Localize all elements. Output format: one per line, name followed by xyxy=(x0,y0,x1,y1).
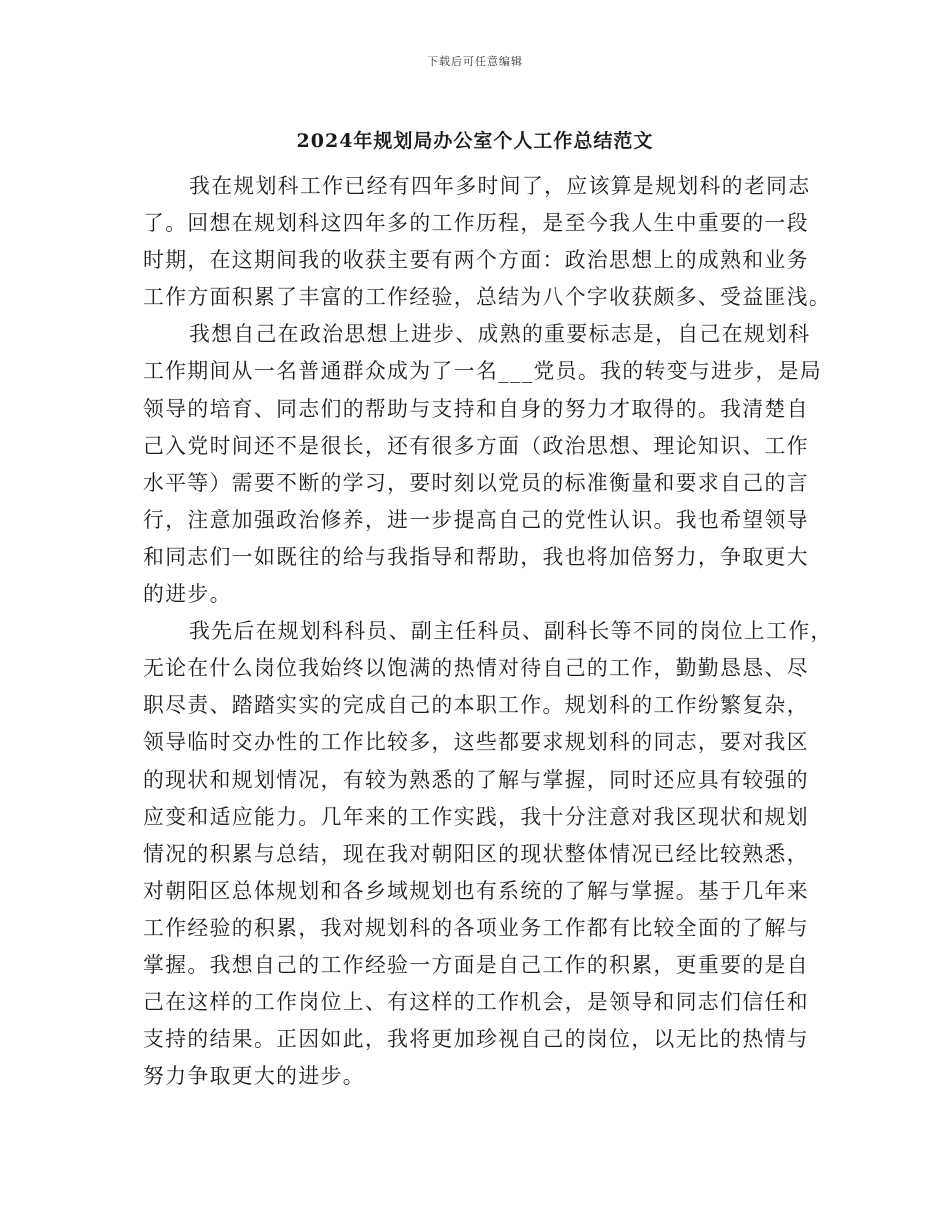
paragraph-line: 的现状和规划情况，有较为熟悉的了解与掌握，同时还应具有较强的 xyxy=(143,767,809,792)
paragraph-line: 无论在什么岗位我始终以饱满的热情对待自己的工作，勤勤恳恳、尽 xyxy=(143,656,809,681)
paragraph-line: 和同志们一如既往的给与我指导和帮助，我也将加倍努力，争取更大 xyxy=(143,544,809,569)
paragraph-line: 领导临时交办性的工作比较多，这些都要求规划科的同志，要对我区 xyxy=(143,730,809,755)
paragraph-first-line: 我先后在规划科科员、副主任科员、副科长等不同的岗位上工作， xyxy=(189,619,833,644)
paragraph-line: 情况的积累与总结，现在我对朝阳区的现状整体情况已经比较熟悉， xyxy=(143,841,809,866)
paragraph-line: 了。回想在规划科这四年多的工作历程，是至今我人生中重要的一段 xyxy=(143,211,809,236)
paragraph-line: 水平等）需要不断的学习，要时刻以党员的标准衡量和要求自己的言 xyxy=(143,470,809,495)
paragraph-line: 领导的培育、同志们的帮助与支持和自身的努力才取得的。我清楚自 xyxy=(143,396,809,421)
paragraph-line: 努力争取更大的进步。 xyxy=(143,1064,365,1089)
paragraph-line: 对朝阳区总体规划和各乡域规划也有系统的了解与掌握。基于几年来 xyxy=(143,878,809,903)
document-title: 2024年规划局办公室个人工作总结范文 xyxy=(296,130,654,152)
paragraph-first-line: 我想自己在政治思想上进步、成熟的重要标志是，自己在规划科 xyxy=(189,322,811,347)
paragraph-line: 支持的结果。正因如此，我将更加珍视自己的岗位，以无比的热情与 xyxy=(143,1027,809,1052)
header-note: 下载后可任意编辑 xyxy=(427,55,523,68)
paragraph-line: 工作经验的积累，我对规划科的各项业务工作都有比较全面的了解与 xyxy=(143,915,809,940)
document-body xyxy=(143,168,833,1095)
paragraph-first-line: 我在规划科工作已经有四年多时间了，应该算是规划科的老同志 xyxy=(189,174,811,198)
paragraph-line: 的进步。 xyxy=(143,582,232,607)
paragraph-line: 行，注意加强政治修养，进一步提高自己的党性认识。我也希望领导 xyxy=(143,507,809,532)
paragraph-line: 己入党时间还不是很长，还有很多方面（政治思想、理论知识、工作 xyxy=(143,433,809,458)
paragraph-line: 工作期间从一名普通群众成为了一名___党员。我的转变与进步，是局 xyxy=(143,359,823,384)
paragraph-line: 掌握。我想自己的工作经验一方面是自己工作的积累，更重要的是自 xyxy=(143,952,809,977)
paragraph-line: 职尽责、踏踏实实的完成自己的本职工作。规划科的工作纷繁复杂， xyxy=(143,693,809,718)
paragraph-line: 应变和适应能力。几年来的工作实践，我十分注意对我区现状和规划 xyxy=(143,804,809,829)
paragraph-line: 己在这样的工作岗位上、有这样的工作机会，是领导和同志们信任和 xyxy=(143,990,809,1015)
paragraph-line: 工作方面积累了丰富的工作经验，总结为八个字收获颇多、受益匪浅。 xyxy=(143,285,832,310)
paragraph-line: 时期，在这期间我的收获主要有两个方面：政治思想上的成熟和业务 xyxy=(143,248,809,273)
